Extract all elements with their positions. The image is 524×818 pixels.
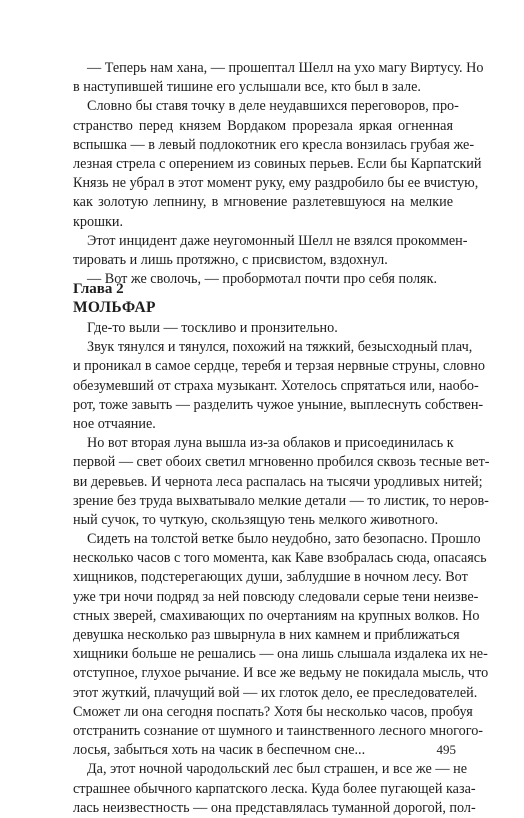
text-line: и проникал в самое сердце, теребя и терзая нервные струны, словно: [73, 358, 485, 375]
paragraph: [73, 59, 484, 97]
text-line: отступное, глухое рычание. И все же ведьму не покидала мысль, что: [73, 665, 489, 682]
text-line: Сидеть на толстой ветке было неудобно, зато безопасно. Прошло: [87, 531, 481, 548]
chapter-title: МОЛЬФАР: [73, 299, 156, 316]
text-line: крошки.: [73, 213, 124, 230]
text-block-chapter: [73, 319, 490, 818]
paragraph: [73, 97, 482, 231]
text-line: странство перед князем Вордаком прорезала яркая огненная: [73, 117, 453, 134]
text-line: вспышка — в левый подлокотник его кресла вонзилась грубая же-: [73, 136, 475, 153]
text-line: ное отчаяние.: [73, 415, 156, 432]
text-line: как золотую лепнину, в мгновение разлетевшуюся на мелкие: [73, 194, 453, 211]
text-line: Но вот вторая луна вышла из-за облаков и присоединилась к: [87, 435, 454, 452]
text-line: Сможет ли она сегодня поспать? Хотя бы несколько часов, пробуя: [73, 703, 473, 720]
text-line: обезумевший от страха музыкант. Хотелось спрятаться или, наобо-: [73, 377, 479, 394]
text-line: тировать и лишь протяжно, с присвистом, вздохнул.: [73, 251, 388, 268]
text-line: — Вот же сволочь, — пробормотал почти про себя поляк.: [87, 271, 438, 288]
text-line: Где-то выли — тоскливо и пронзительно.: [87, 320, 338, 336]
text-line: зрение без труда выхватывало мелкие детали — то листик, то неров-: [73, 492, 489, 509]
text-line: Этот инцидент даже неугомонный Шелл не взялся прокоммен-: [87, 232, 468, 249]
text-line: страшнее обычного карпатского леска. Куда более пугающей каза-: [73, 780, 476, 797]
text-line: уже три ночи подряд за ней повсюду следовали серые тени неизве-: [73, 588, 479, 605]
text-line: хищников, подстерегающих души, заблудшие в ночном лесу. Вот: [73, 569, 468, 586]
text-line: отстранить сознание от шумного и таинственного лесного многого-: [73, 722, 484, 739]
paragraph: [73, 232, 468, 270]
chapter-label: Глава 2: [73, 281, 124, 297]
text-line: — Теперь нам хана, — прошептал Шелл на ухо магу Виртусу. Но: [87, 60, 484, 76]
text-line: хищники больше не решались — она лишь слышала издалека их не-: [73, 646, 488, 663]
page-number: 495: [436, 742, 456, 757]
text-line: ви деревьев. И чернота леса распалась на тысячи уродливых нитей;: [73, 473, 483, 490]
paragraph: [73, 530, 489, 760]
text-line: лась неизвестность — она представлялась туманной дорогой, пол-: [73, 799, 476, 816]
text-line: первой — свет обоих светил мгновенно пробился сквозь тесные вет-: [73, 454, 490, 471]
paragraph: [73, 270, 453, 289]
paragraph: [73, 338, 485, 434]
text-line: лезная стрела с оперением из совиных перьев. Если бы Карпатский: [73, 155, 482, 172]
text-line: этот жуткий, плачущий вой — их глоток дело, ее преследователей.: [73, 684, 478, 701]
paragraph: [73, 319, 453, 338]
paragraph: [73, 434, 490, 530]
text-line: Да, этот ночной чародольский лес был страшен, и все же — не: [87, 761, 467, 778]
text-line: Звук тянулся и тянулся, похожий на тяжкий, безысходный плач,: [87, 339, 473, 356]
text-line: Словно бы ставя точку в деле неудавшихся переговоров, про-: [87, 98, 459, 115]
text-line: несколько часов с того момента, как Каве взобралась сюда, опасаясь: [73, 550, 487, 567]
text-line: лосья, забыться хоть на часик в беспечном сне...: [73, 742, 366, 759]
text-line: в наступившей тишине его услышали все, кто был в зале.: [73, 79, 421, 96]
text-line: рот, тоже завыть — разделить чужое уныние, выплеснуть собствен-: [73, 396, 484, 413]
paragraph: [73, 760, 476, 818]
text-line: стных зверей, смахивающих по очертаниям на крупных волков. Но: [73, 607, 480, 624]
text-line: ный сучок, то чуткую, скользящую тень мелкого животного.: [73, 511, 439, 528]
text-line: девушка несколько раз швырнула в них камнем и приближаться: [73, 627, 460, 643]
text-line: Князь не убрал в этот момент руку, ему раздробило бы ее вчистую,: [73, 175, 479, 192]
text-block-top: [73, 59, 484, 289]
